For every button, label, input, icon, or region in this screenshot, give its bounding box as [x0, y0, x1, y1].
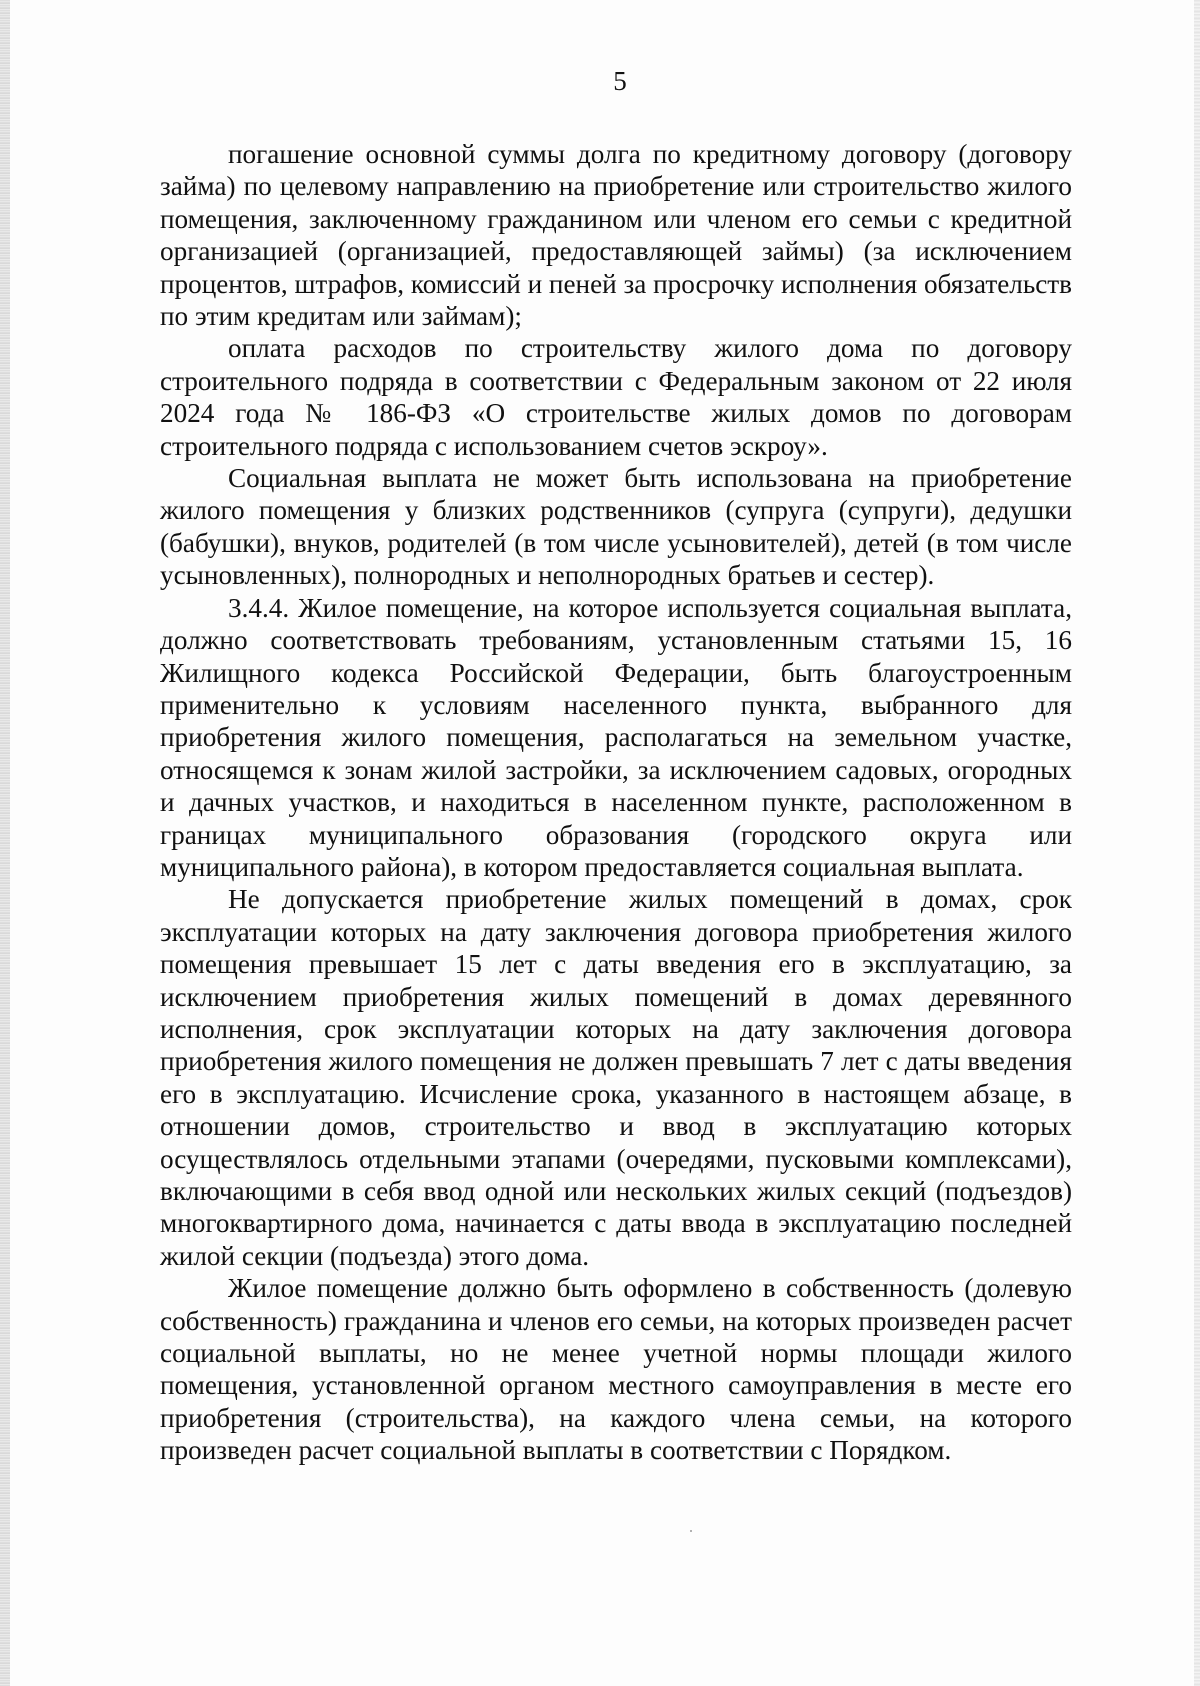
paragraph-relatives-restriction: Социальная выплата не может быть использована на приобретение жилого помещения у близких родственников (супруга (супруги), дедушки (бабушки), внуков, родителей (в том числе усыновителей), детей (в том числе усыновленных), полнородных и неполнородных братьев и сестер).	[160, 463, 1072, 591]
scan-speck	[690, 1530, 692, 1532]
paragraph-3-4-4-requirements: 3.4.4. Жилое помещение, на которое используется социальная выплата, должно соответствовать требованиям, установленным статьями 15, 16 Жилищного кодекса Российской Федерации, быть благоустроенным применительно к условиям населенного пункта, выбранного для приобретения жилого помещения, располагаться на земельном участке, относящемся к зонам жилой застройки, за исключением садовых, огородных и дачных участков, и находиться в населенном пункте, расположенном в границах муниципального образования (городского округа или муниципального района), в котором предоставляется социальная выплата.	[160, 592, 1072, 882]
document-body	[160, 138, 1072, 1467]
paragraph-construction-payment: оплата расходов по строительству жилого дома по договору строительного подряда в соответствии с Федеральным законом от 22 июля 2024 года № 186-ФЗ «О строительстве жилых домов по договорам строительного подряда с использованием счетов эскроу».	[160, 333, 1072, 461]
paragraph-building-age-limit: Не допускается приобретение жилых помещений в домах, срок эксплуатации которых на дату заключения договора приобретения жилого помещения превышает 15 лет с даты введения его в эксплуатацию, за исключением приобретения жилых помещений в домах деревянного исполнения, срок эксплуатации которых на дату заключения договора приобретения жилого помещения не должен превышать 7 лет с даты введения его в эксплуатацию. Исчисление срока, указанного в настоящем абзаце, в отношении домов, строительство и ввод в эксплуатацию которых осуществлялось отдельными этапами (очередями, пусковыми комплексами), включающими в себя ввод одной или нескольких жилых секций (подъездов) многоквартирного дома, начинается с даты ввода в эксплуатацию последней жилой секции (подъезда) этого дома.	[160, 884, 1072, 1271]
scan-edge-left	[0, 0, 10, 1686]
page-number: 5	[613, 66, 627, 96]
paragraph-loan-repayment: погашение основной суммы долга по кредитному договору (договору займа) по целевому направлению на приобретение или строительство жилого помещения, заключенному гражданином или членом его семьи с кредитной организацией (организацией, предоставляющей займы) (за исключением процентов, штрафов, комиссий и пеней за просрочку исполнения обязательств по этим кредитам или займам);	[160, 139, 1073, 332]
paragraph-ownership-registration: Жилое помещение должно быть оформлено в собственность (долевую собственность) гражданина и членов его семьи, на которых произведен расчет социальной выплаты, но не менее учетной нормы площади жилого помещения, установленной органом местного самоуправления в месте его приобретения (строительства), на каждого члена семьи, на которого произведен расчет социальной выплаты в соответствии с Порядком.	[160, 1273, 1072, 1466]
scan-edge-right	[1194, 0, 1200, 1686]
